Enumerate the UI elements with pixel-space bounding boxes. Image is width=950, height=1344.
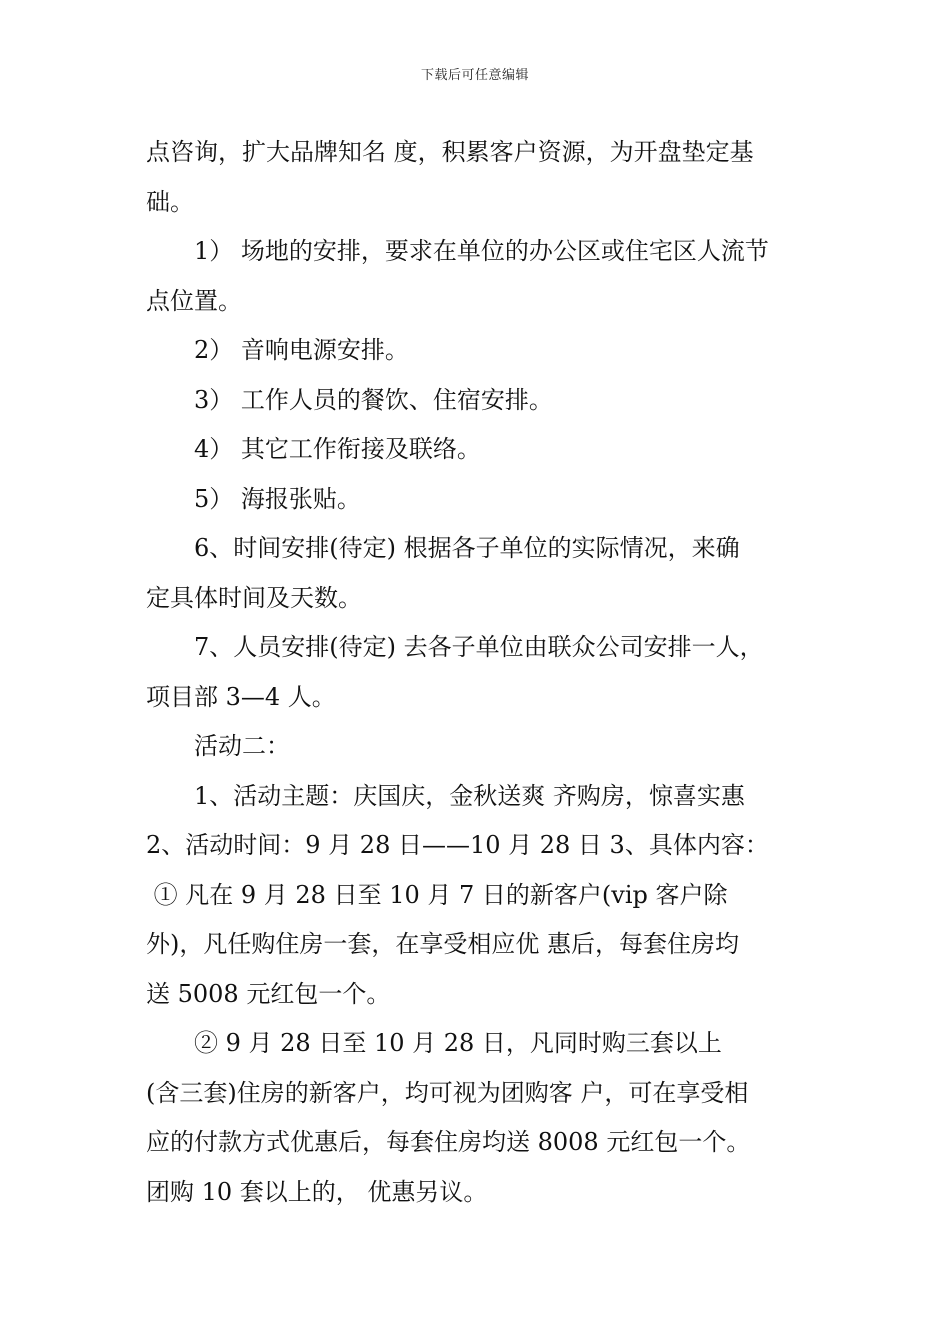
body-line: 外)，凡任购住房一套，在享受相应优 惠后，每套住房均 [146, 930, 739, 958]
body-line: ② 9 月 28 日至 10 月 28 日，凡同时购三套以上 [194, 1029, 722, 1057]
body-line: 应的付款方式优惠后，每套住房均送 8008 元红包一个。 [146, 1128, 751, 1156]
body-line: 础。 [146, 187, 194, 216]
body-line: 4） 其它工作衔接及联络。 [194, 435, 481, 463]
body-line: ① 凡在 9 月 28 日至 10 月 7 日的新客户(vip 客户除 [146, 880, 728, 909]
body-line: 点咨询，扩大品牌知名 度，积累客户资源，为开盘垫定基 [146, 138, 754, 166]
body-line: (含三套)住房的新客户，均可视为团购客 户，可在享受相 [146, 1078, 749, 1107]
body-line: 6、时间安排(待定) 根据各子单位的实际情况，来确 [194, 534, 740, 562]
body-line: 3） 工作人员的餐饮、住宿安排。 [194, 385, 553, 414]
body-line: 1、活动主题：庆国庆，金秋送爽 齐购房，惊喜实惠 [194, 781, 745, 810]
body-line: 5） 海报张贴。 [194, 484, 361, 513]
body-line: 2、活动时间：9 月 28 日——10 月 28 日 3、具体内容： [146, 831, 769, 859]
body-line: 项目部 3—4 人。 [146, 682, 336, 711]
body-line: 送 5008 元红包一个。 [146, 979, 391, 1008]
body-line: 2） 音响电源安排。 [194, 336, 409, 364]
body-line: 7、人员安排(待定) 去各子单位由联众公司安排一人， [194, 633, 764, 661]
body-line: 定具体时间及天数。 [146, 583, 362, 612]
body-line: 点位置。 [146, 286, 242, 315]
page-header: 下载后可任意编辑 [420, 68, 529, 83]
body-line: 1） 场地的安排，要求在单位的办公区或住宅区人流节 [194, 237, 769, 265]
section-heading: 活动二： [194, 732, 290, 760]
body-line: 团购 10 套以上的， 优惠另议。 [146, 1177, 488, 1206]
document-body [146, 128, 818, 1217]
